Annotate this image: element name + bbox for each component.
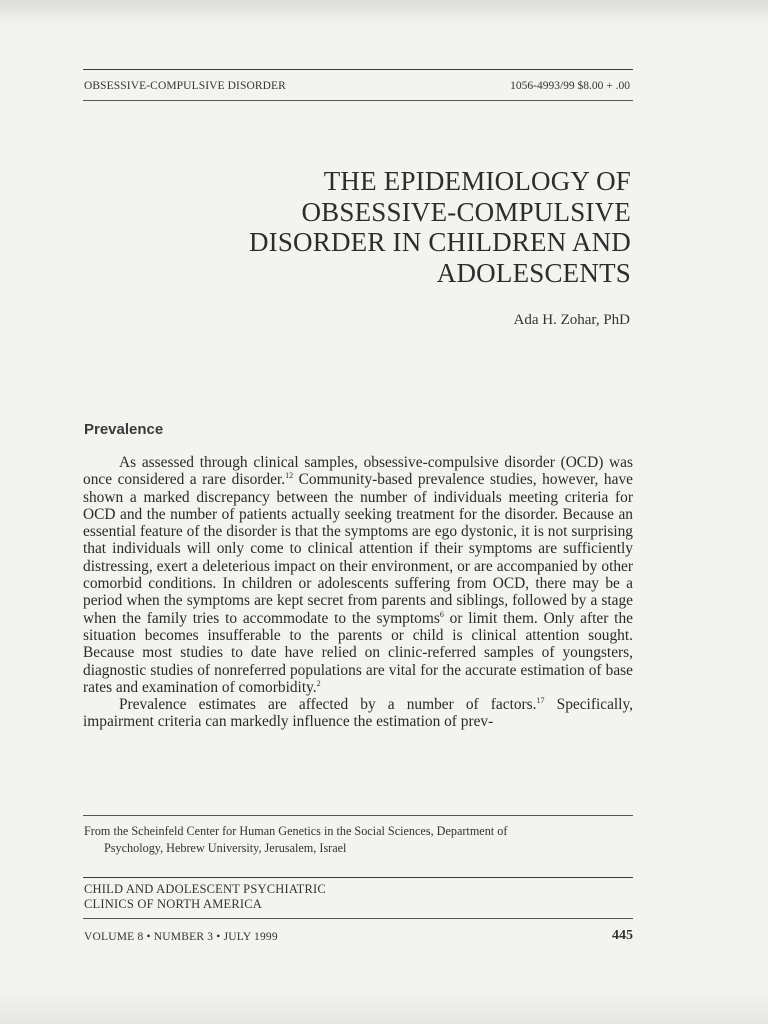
title-line: THE EPIDEMIOLOGY OF [323, 166, 631, 196]
affiliation-footnote [84, 823, 634, 857]
article-title [111, 166, 631, 288]
paragraph-text: Prevalence estimates are affected by a number of factors. [119, 696, 537, 714]
journal-line: CHILD AND ADOLESCENT PSYCHIATRIC [84, 882, 326, 896]
journal-rule-top [83, 877, 633, 878]
footnote-line: From the Scheinfeld Center for Human Genetics in the Social Sciences, Department of [84, 824, 508, 838]
scan-shadow [0, 0, 768, 18]
title-line: OBSESSIVE-COMPULSIVE [301, 196, 631, 227]
citation-marker: 12 [285, 471, 294, 481]
citation-marker: 6 [439, 609, 444, 619]
footnote-rule [83, 815, 633, 816]
title-line: ADOLESCENTS [436, 257, 631, 288]
citation-marker: 17 [536, 696, 545, 706]
paragraph-text: Specifically, impairment criteria can markedly influence the estimation of prev- [83, 696, 633, 731]
author-name: Ada H. Zohar, PhD [513, 312, 630, 328]
citation-marker: 2 [316, 678, 321, 688]
running-head-left: OBSESSIVE-COMPULSIVE DISORDER [84, 80, 286, 92]
header-rule-bottom [83, 100, 633, 101]
header-rule [83, 69, 633, 70]
paragraph-text: Community-based prevalence studies, however, have shown a marked discrepancy between the number of individuals meeting criteria for OCD and the number of patients actually seeking treatment for the disorder. Because an essential feature of the disorder is that the symptoms are ego dystonic, it is not surprising that individuals will only come to clinical attention if their symptoms are sufficiently distressing, exert a deleterious impact on their environment, or are accompanied by other comorbid conditions. In children or adolescents suffering from OCD, there may be a period when the symptoms are kept secret from parents and siblings, followed by a stage when the family tries to accommodate to the symptoms [83, 471, 633, 627]
journal-line: CLINICS OF NORTH AMERICA [84, 897, 263, 911]
title-line: DISORDER IN CHILDREN AND [248, 227, 631, 257]
section-heading: Prevalence [84, 421, 164, 438]
body-paragraph [83, 454, 633, 696]
paragraph-text: or limit them. Only after the situation becomes insufferable to the parents or child is clinical attention sought. Because most studies to date have relied on clinic-referred samples of youngsters, diagnostic studies of nonreferred populations are vital for the accurate estimation of base rates and examination of comorbidity. [83, 609, 633, 696]
page-number: 445 [612, 928, 633, 943]
journal-name [84, 882, 326, 912]
body-paragraph [83, 696, 633, 731]
body-text [83, 454, 633, 731]
footnote-line: Psychology, Hebrew University, Jerusalem, Israel [104, 841, 347, 855]
running-head-right: 1056-4993/99 $8.00 + .00 [510, 80, 630, 92]
volume-issue: VOLUME 8 • NUMBER 3 • JULY 1999 [84, 931, 278, 943]
journal-rule-bottom [83, 918, 633, 919]
paragraph-text: As assessed through clinical samples, obsessive-compulsive disorder (OCD) was once considered a rare disorder. [83, 454, 633, 489]
